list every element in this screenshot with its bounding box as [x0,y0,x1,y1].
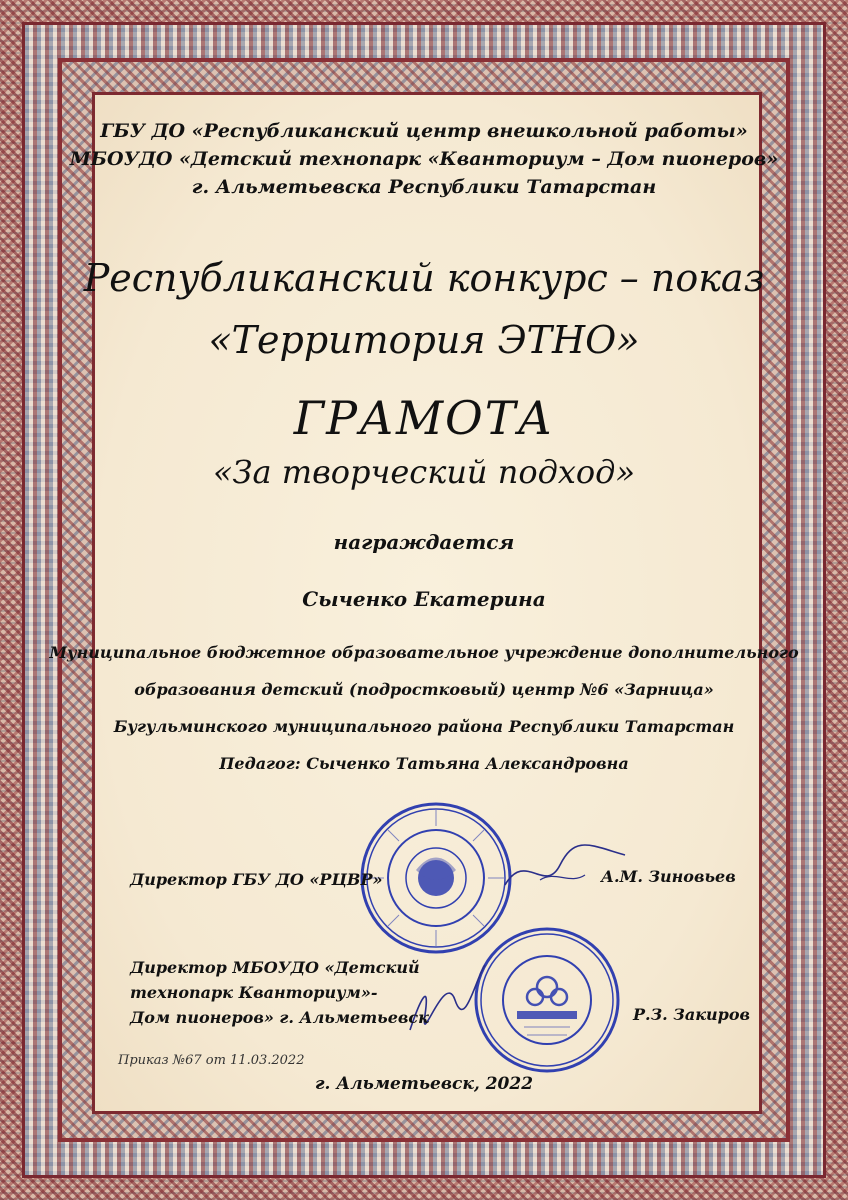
signer-2-title-line-1: Директор МБОУДО «Детский [130,958,420,977]
city-year: г. Альметьевск, 2022 [314,1074,534,1094]
institution-line-3: Бугульминского муниципального района Республики Татарстан [113,717,735,736]
header-org-line-2: МБОУДО «Детский технопарк «Кванториум – Дом пионеров» [69,148,779,170]
awarded-label: награждается [333,530,515,554]
contest-title-line-2: «Территория ЭТНО» [208,318,640,362]
teacher-line: Педагог: Сыченко Татьяна Александровна [219,754,629,773]
stamp-kvantorium-seal [472,925,622,1075]
header-org-line-1: ГБУ ДО «Республиканский центр внешкольной работы» [100,120,748,142]
signer-2-title-line-3: Дом пионеров» г. Альметьевск [130,1008,429,1027]
nomination-title: «За творческий подход» [212,453,636,491]
signer-2-name: Р.З. Закиров [633,1005,751,1024]
contest-title-line-1: Республиканский конкурс – показ [83,256,765,300]
certificate-title: ГРАМОТА [293,391,555,445]
header-org-line-3: г. Альметьевска Республики Татарстан [191,176,657,198]
signer-2-title-line-2: технопарк Кванториум»- [130,983,378,1002]
order-number: Приказ №67 от 11.03.2022 [118,1053,305,1068]
institution-line-1: Муниципальное бюджетное образовательное учреждение дополнительного [49,643,799,662]
signer-1-title: Директор ГБУ ДО «РЦВР» [130,870,383,889]
recipient-name: Сыченко Екатерина [302,587,546,611]
institution-line-2: образования детский (подростковый) центр №6 «Зарница» [134,680,714,699]
signer-1-name: А.М. Зиновьев [601,867,736,886]
